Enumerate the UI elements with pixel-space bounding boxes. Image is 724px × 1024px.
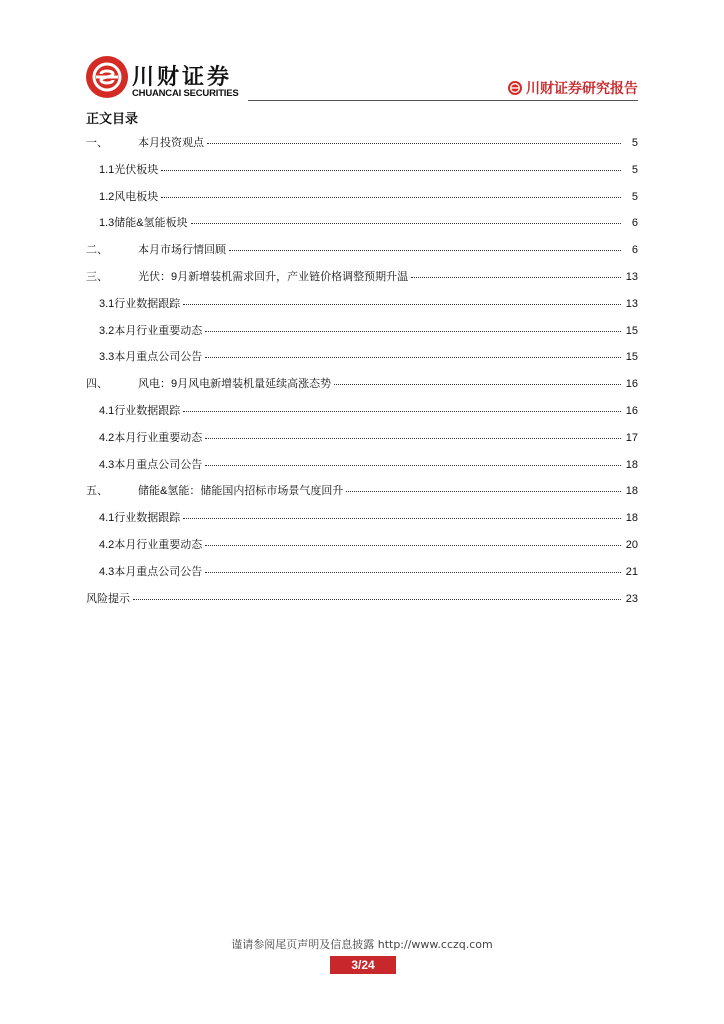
toc-entry-page: 16 <box>625 378 638 391</box>
header-divider <box>248 100 638 101</box>
toc-entry[interactable] <box>86 348 638 375</box>
toc-entry-title: 本月行业重要动态 <box>114 324 203 337</box>
toc-entry-number: 二、 <box>86 244 108 257</box>
toc-entry[interactable] <box>86 375 638 402</box>
toc-entry-title: 风险提示 <box>86 592 130 605</box>
toc-entry-title: 光伏板块 <box>114 163 159 176</box>
toc-entry-number: 三、 <box>86 270 108 283</box>
toc-entry-title: 本月投资观点 <box>138 137 204 149</box>
page-header <box>0 0 724 104</box>
toc-dot-leader <box>411 277 621 278</box>
toc-entry[interactable] <box>86 268 638 295</box>
toc-entry-page: 20 <box>625 538 638 551</box>
toc-entry-title: 储能&氢能：储能国内招标市场景气度回升 <box>138 485 344 498</box>
toc-dot-leader <box>183 411 621 412</box>
toc-entry-title: 储能&氢能板块 <box>114 217 188 230</box>
toc-entry[interactable] <box>86 509 638 536</box>
toc-entry-number: 4.1 <box>99 512 115 525</box>
toc-dot-leader <box>161 197 621 198</box>
toc-entry-title: 本月重点公司公告 <box>114 565 203 578</box>
report-label <box>508 78 638 98</box>
page-indicator: 3/24 <box>330 956 396 974</box>
toc-entry[interactable] <box>86 188 638 215</box>
toc-dot-leader <box>205 465 621 466</box>
toc-entry[interactable] <box>86 322 638 349</box>
toc-entry-title: 风电板块 <box>114 190 159 203</box>
toc-entry-page: 5 <box>631 190 638 203</box>
toc-dot-leader <box>205 331 621 332</box>
toc-entry-title: 行业数据跟踪 <box>114 512 181 525</box>
chuancai-logo-icon <box>86 56 128 98</box>
toc-entry-title: 本月行业重要动态 <box>114 538 203 551</box>
toc-entry-number: 4.3 <box>99 565 115 578</box>
toc-entry-page: 21 <box>625 565 638 578</box>
toc-entry-page: 17 <box>625 431 638 444</box>
toc-entry-number: 四、 <box>86 378 108 391</box>
toc-entry[interactable] <box>86 241 638 268</box>
toc-dot-leader <box>205 572 621 573</box>
toc-entry-number: 一、 <box>86 137 108 149</box>
toc-entry-page: 5 <box>631 163 638 176</box>
toc-dot-leader <box>334 384 621 385</box>
toc-entry-title: 本月行业重要动态 <box>114 431 203 444</box>
toc-entry[interactable] <box>86 214 638 241</box>
toc-entry-page: 18 <box>625 458 638 471</box>
toc-entry-title: 行业数据跟踪 <box>114 404 181 417</box>
toc-entry-number: 4.1 <box>99 404 115 417</box>
toc-dot-leader <box>205 438 621 439</box>
toc-entry[interactable] <box>86 134 638 161</box>
toc-entry-title: 行业数据跟踪 <box>114 297 181 310</box>
toc-entry-page: 15 <box>625 324 638 337</box>
toc-entry-page: 5 <box>631 137 638 149</box>
report-label-text: 川财证券研究报告 <box>526 81 638 97</box>
toc-entry-number: 1.1 <box>99 163 115 176</box>
toc-entry-title: 风电：9月风电新增装机量延续高涨态势 <box>138 378 332 391</box>
table-of-contents <box>86 134 638 616</box>
footer-disclaimer: 谨请参阅尾页声明及信息披露 http://www.cczq.com <box>231 938 493 951</box>
toc-entry-title: 本月市场行情回顾 <box>138 244 226 257</box>
toc-entry[interactable] <box>86 295 638 322</box>
toc-entry[interactable] <box>86 536 638 563</box>
toc-title: 正文目录 <box>86 112 139 127</box>
toc-entry-page: 13 <box>625 270 638 283</box>
toc-dot-leader <box>205 545 621 546</box>
toc-entry-page: 18 <box>625 512 638 525</box>
toc-entry[interactable] <box>86 563 638 590</box>
toc-entry-page: 6 <box>631 244 638 257</box>
toc-entry-title: 光伏：9月新增装机需求回升，产业链价格调整预期升温 <box>138 270 409 283</box>
toc-dot-leader <box>183 304 621 305</box>
toc-entry-title: 本月重点公司公告 <box>114 351 203 364</box>
toc-entry-number: 4.2 <box>99 538 115 551</box>
toc-dot-leader <box>133 599 621 600</box>
toc-dot-leader <box>346 491 621 492</box>
toc-entry-number: 4.2 <box>99 431 115 444</box>
mini-logo-icon <box>508 81 522 95</box>
toc-dot-leader <box>229 250 621 251</box>
toc-entry-number: 1.3 <box>99 217 115 230</box>
toc-dot-leader <box>205 357 621 358</box>
toc-entry[interactable] <box>86 456 638 483</box>
toc-entry-page: 18 <box>625 485 638 498</box>
toc-entry[interactable] <box>86 161 638 188</box>
toc-entry-number: 五、 <box>86 485 108 498</box>
toc-entry-number: 3.2 <box>99 324 115 337</box>
toc-entry-page: 23 <box>625 592 638 605</box>
toc-entry-title: 本月重点公司公告 <box>114 458 203 471</box>
brand-name-cn: 川财证券 <box>132 65 233 90</box>
brand-name-en: CHUANCAI SECURITIES <box>132 88 239 99</box>
toc-entry[interactable] <box>86 402 638 429</box>
toc-dot-leader <box>183 518 621 519</box>
toc-entry[interactable] <box>86 482 638 509</box>
toc-dot-leader <box>191 223 621 224</box>
toc-entry-page: 6 <box>631 217 638 230</box>
toc-entry-number: 3.1 <box>99 297 115 310</box>
toc-entry-number: 3.3 <box>99 351 115 364</box>
toc-entry[interactable] <box>86 590 638 617</box>
toc-entry-page: 13 <box>625 297 638 310</box>
toc-dot-leader <box>207 143 621 144</box>
toc-dot-leader <box>161 170 621 171</box>
toc-entry-number: 1.2 <box>99 190 115 203</box>
toc-entry-page: 15 <box>625 351 638 364</box>
toc-entry-page: 16 <box>625 404 638 417</box>
toc-entry[interactable] <box>86 429 638 456</box>
toc-entry-number: 4.3 <box>99 458 115 471</box>
